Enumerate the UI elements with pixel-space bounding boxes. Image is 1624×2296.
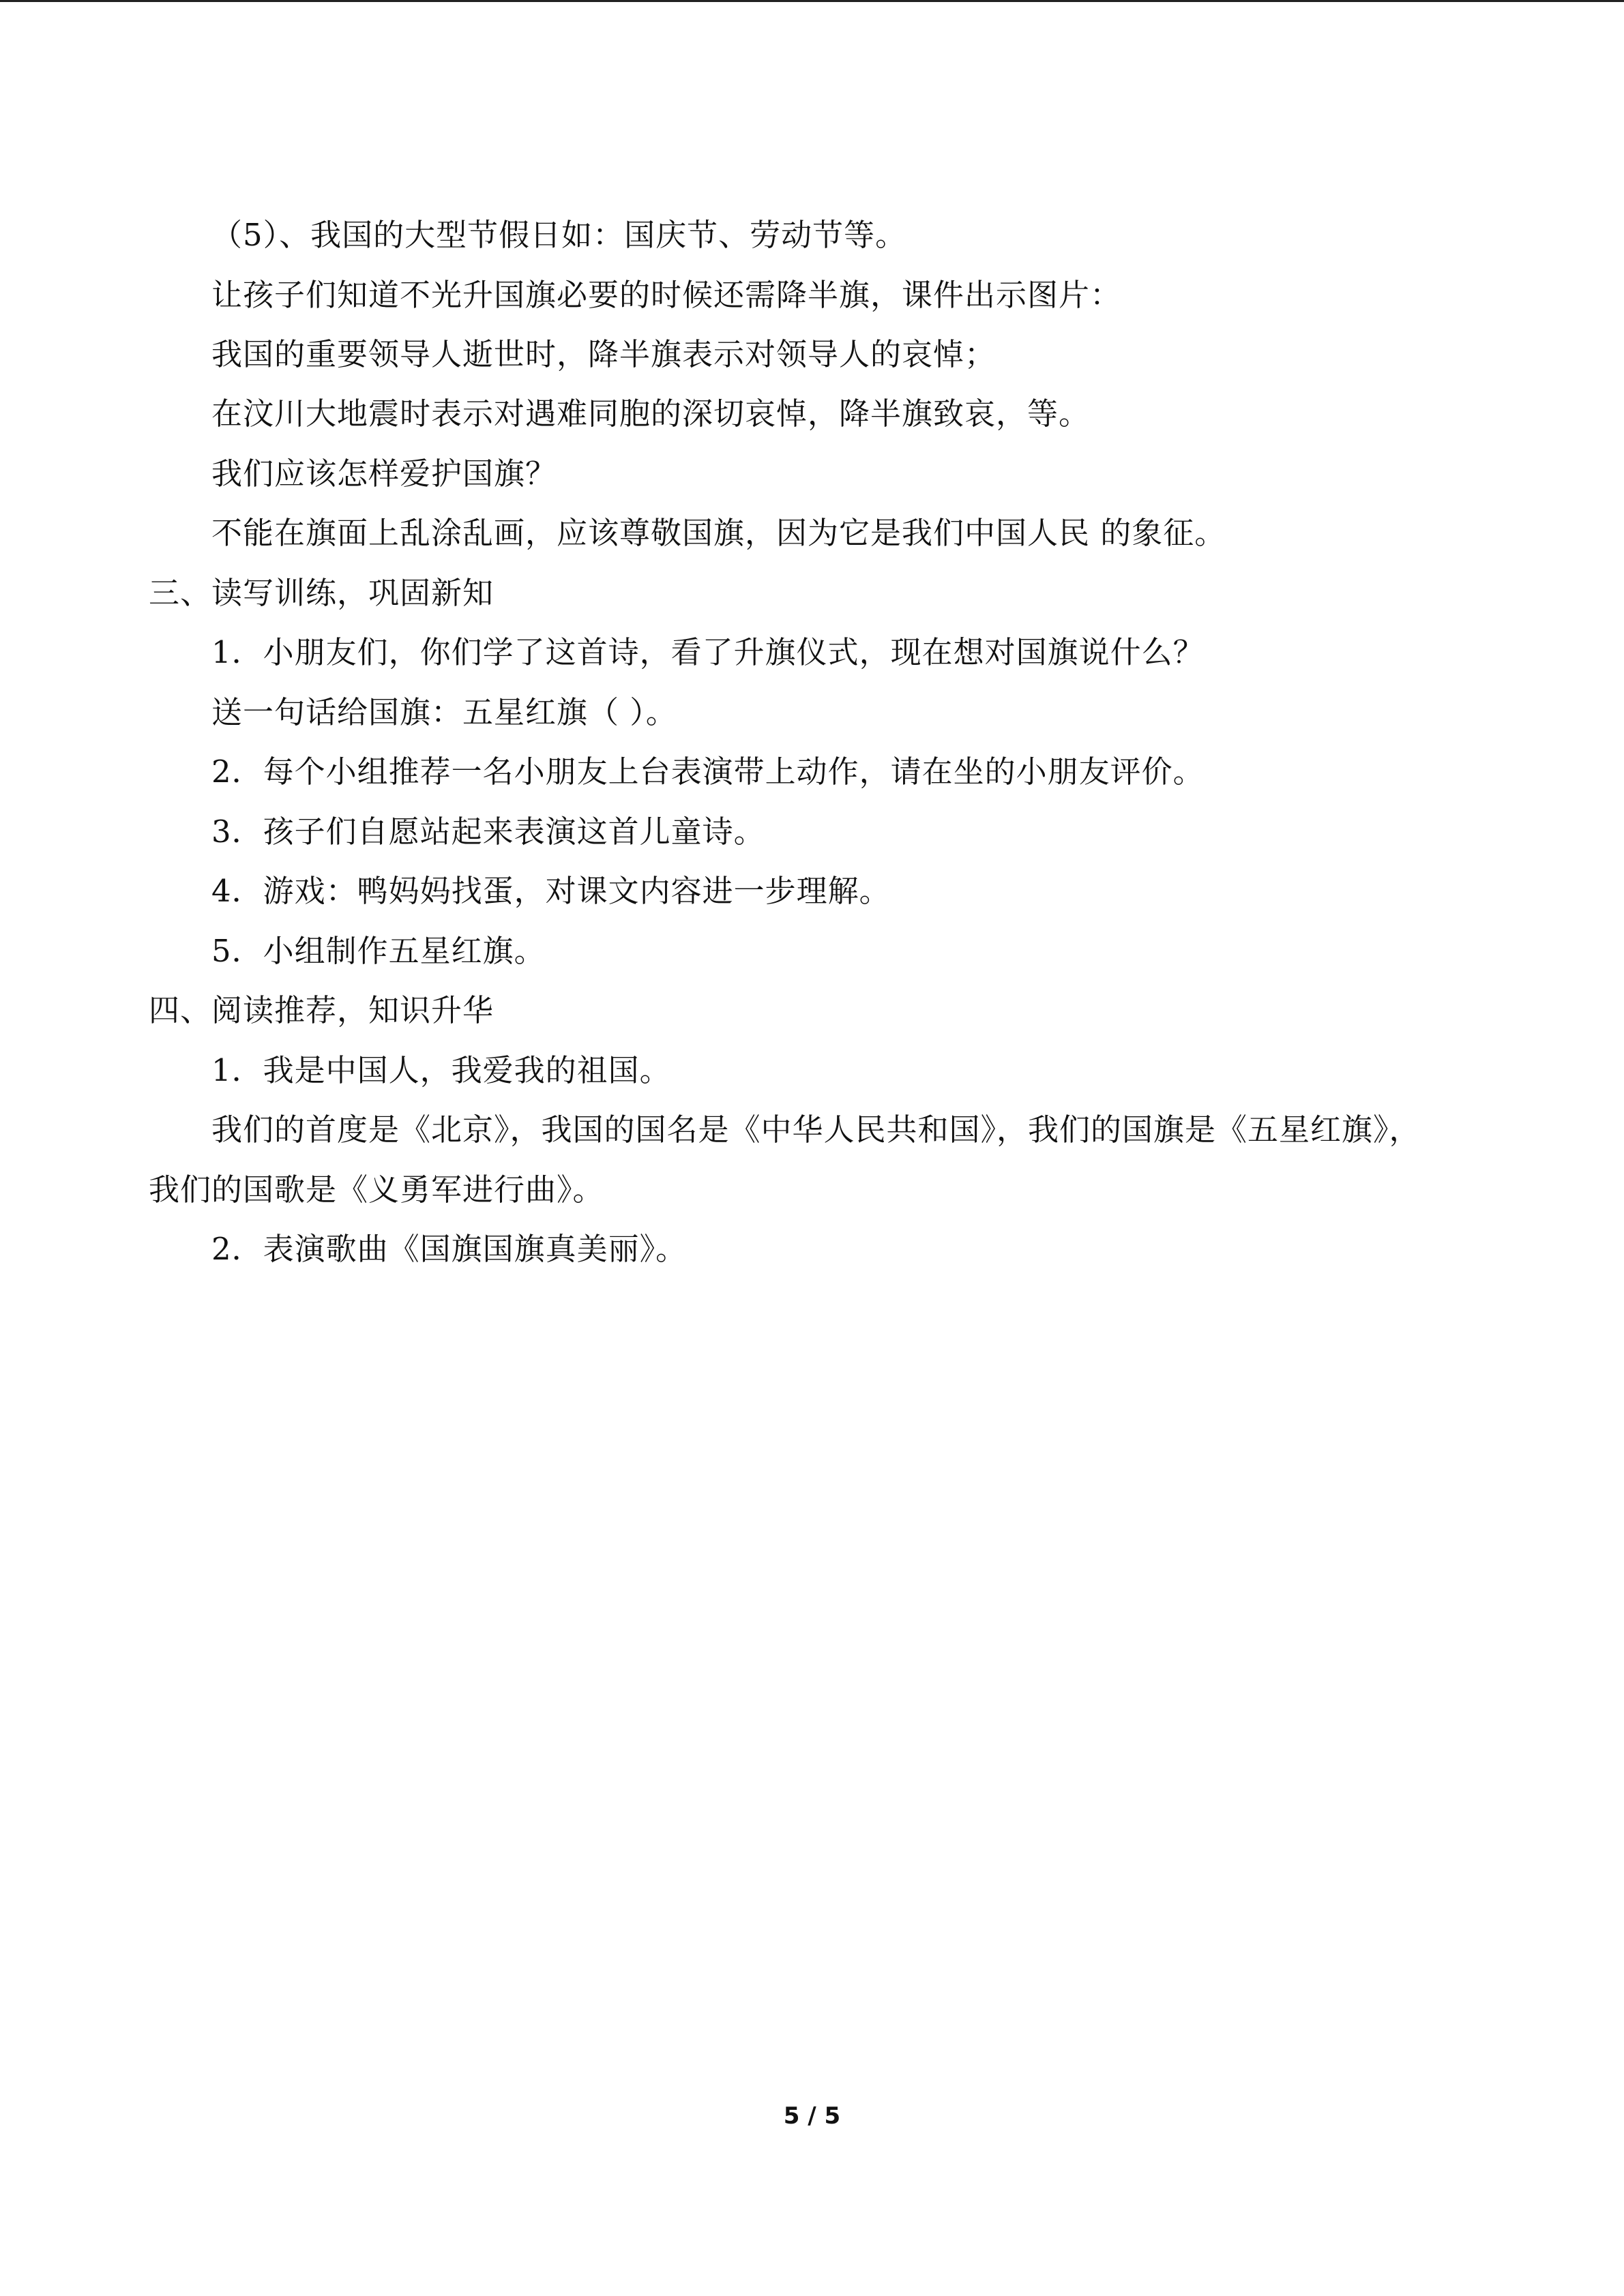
paragraph-earthquake-mourning: 在汶川大地震时表示对遇难同胞的深切哀悼，降半旗致哀，等。 (211, 396, 1091, 432)
section-heading-3: 三、读写训练，巩固新知 (149, 575, 494, 611)
section3-item-1: 1．小朋友们，你们学了这首诗，看了升旗仪式，现在想对国旗说什么？ (211, 634, 1205, 670)
paragraph-question-care: 我们应该怎样爱护国旗？ (211, 456, 557, 492)
section3-item-3: 3．孩子们自愿站起来表演这首儿童诗。 (211, 814, 765, 850)
section3-item-2: 2．每个小组推荐一名小朋友上台表演带上动作，请在坐的小朋友评价。 (211, 754, 1205, 790)
section3-item-1-sub: 送一句话给国旗：五星红旗（ ）。 (211, 694, 677, 730)
paragraph-respect-flag: 不能在旗面上乱涂乱画，应该尊敬国旗，因为它是我们中国人民 的象征。 (211, 515, 1226, 551)
section4-item-2: 2．表演歌曲《国旗国旗真美丽》。 (211, 1231, 688, 1267)
section4-paragraph-line-2: 我们的国歌是《义勇军进行曲》。 (149, 1172, 604, 1208)
section-heading-4: 四、阅读推荐，知识升华 (149, 992, 494, 1028)
paragraph-half-mast-intro: 让孩子们知道不光升国旗必要的时候还需降半旗，课件出示图片： (211, 277, 1122, 313)
section4-item-1: 1．我是中国人，我爱我的祖国。 (211, 1052, 671, 1088)
paragraph-leader-mourning: 我国的重要领导人逝世时，降半旗表示对领导人的哀悼； (211, 336, 996, 372)
section3-item-5: 5．小组制作五星红旗。 (211, 933, 546, 969)
paragraph-holidays: （5）、我国的大型节假日如：国庆节、劳动节等。 (211, 217, 907, 253)
section4-paragraph-line-1: 我们的首度是《北京》，我国的国名是《中华人民共和国》，我们的国旗是《五星红旗》， (211, 1112, 1421, 1148)
page-number: 5 / 5 (783, 2102, 841, 2130)
section3-item-4: 4．游戏：鸭妈妈找蛋，对课文内容进一步理解。 (211, 873, 891, 909)
